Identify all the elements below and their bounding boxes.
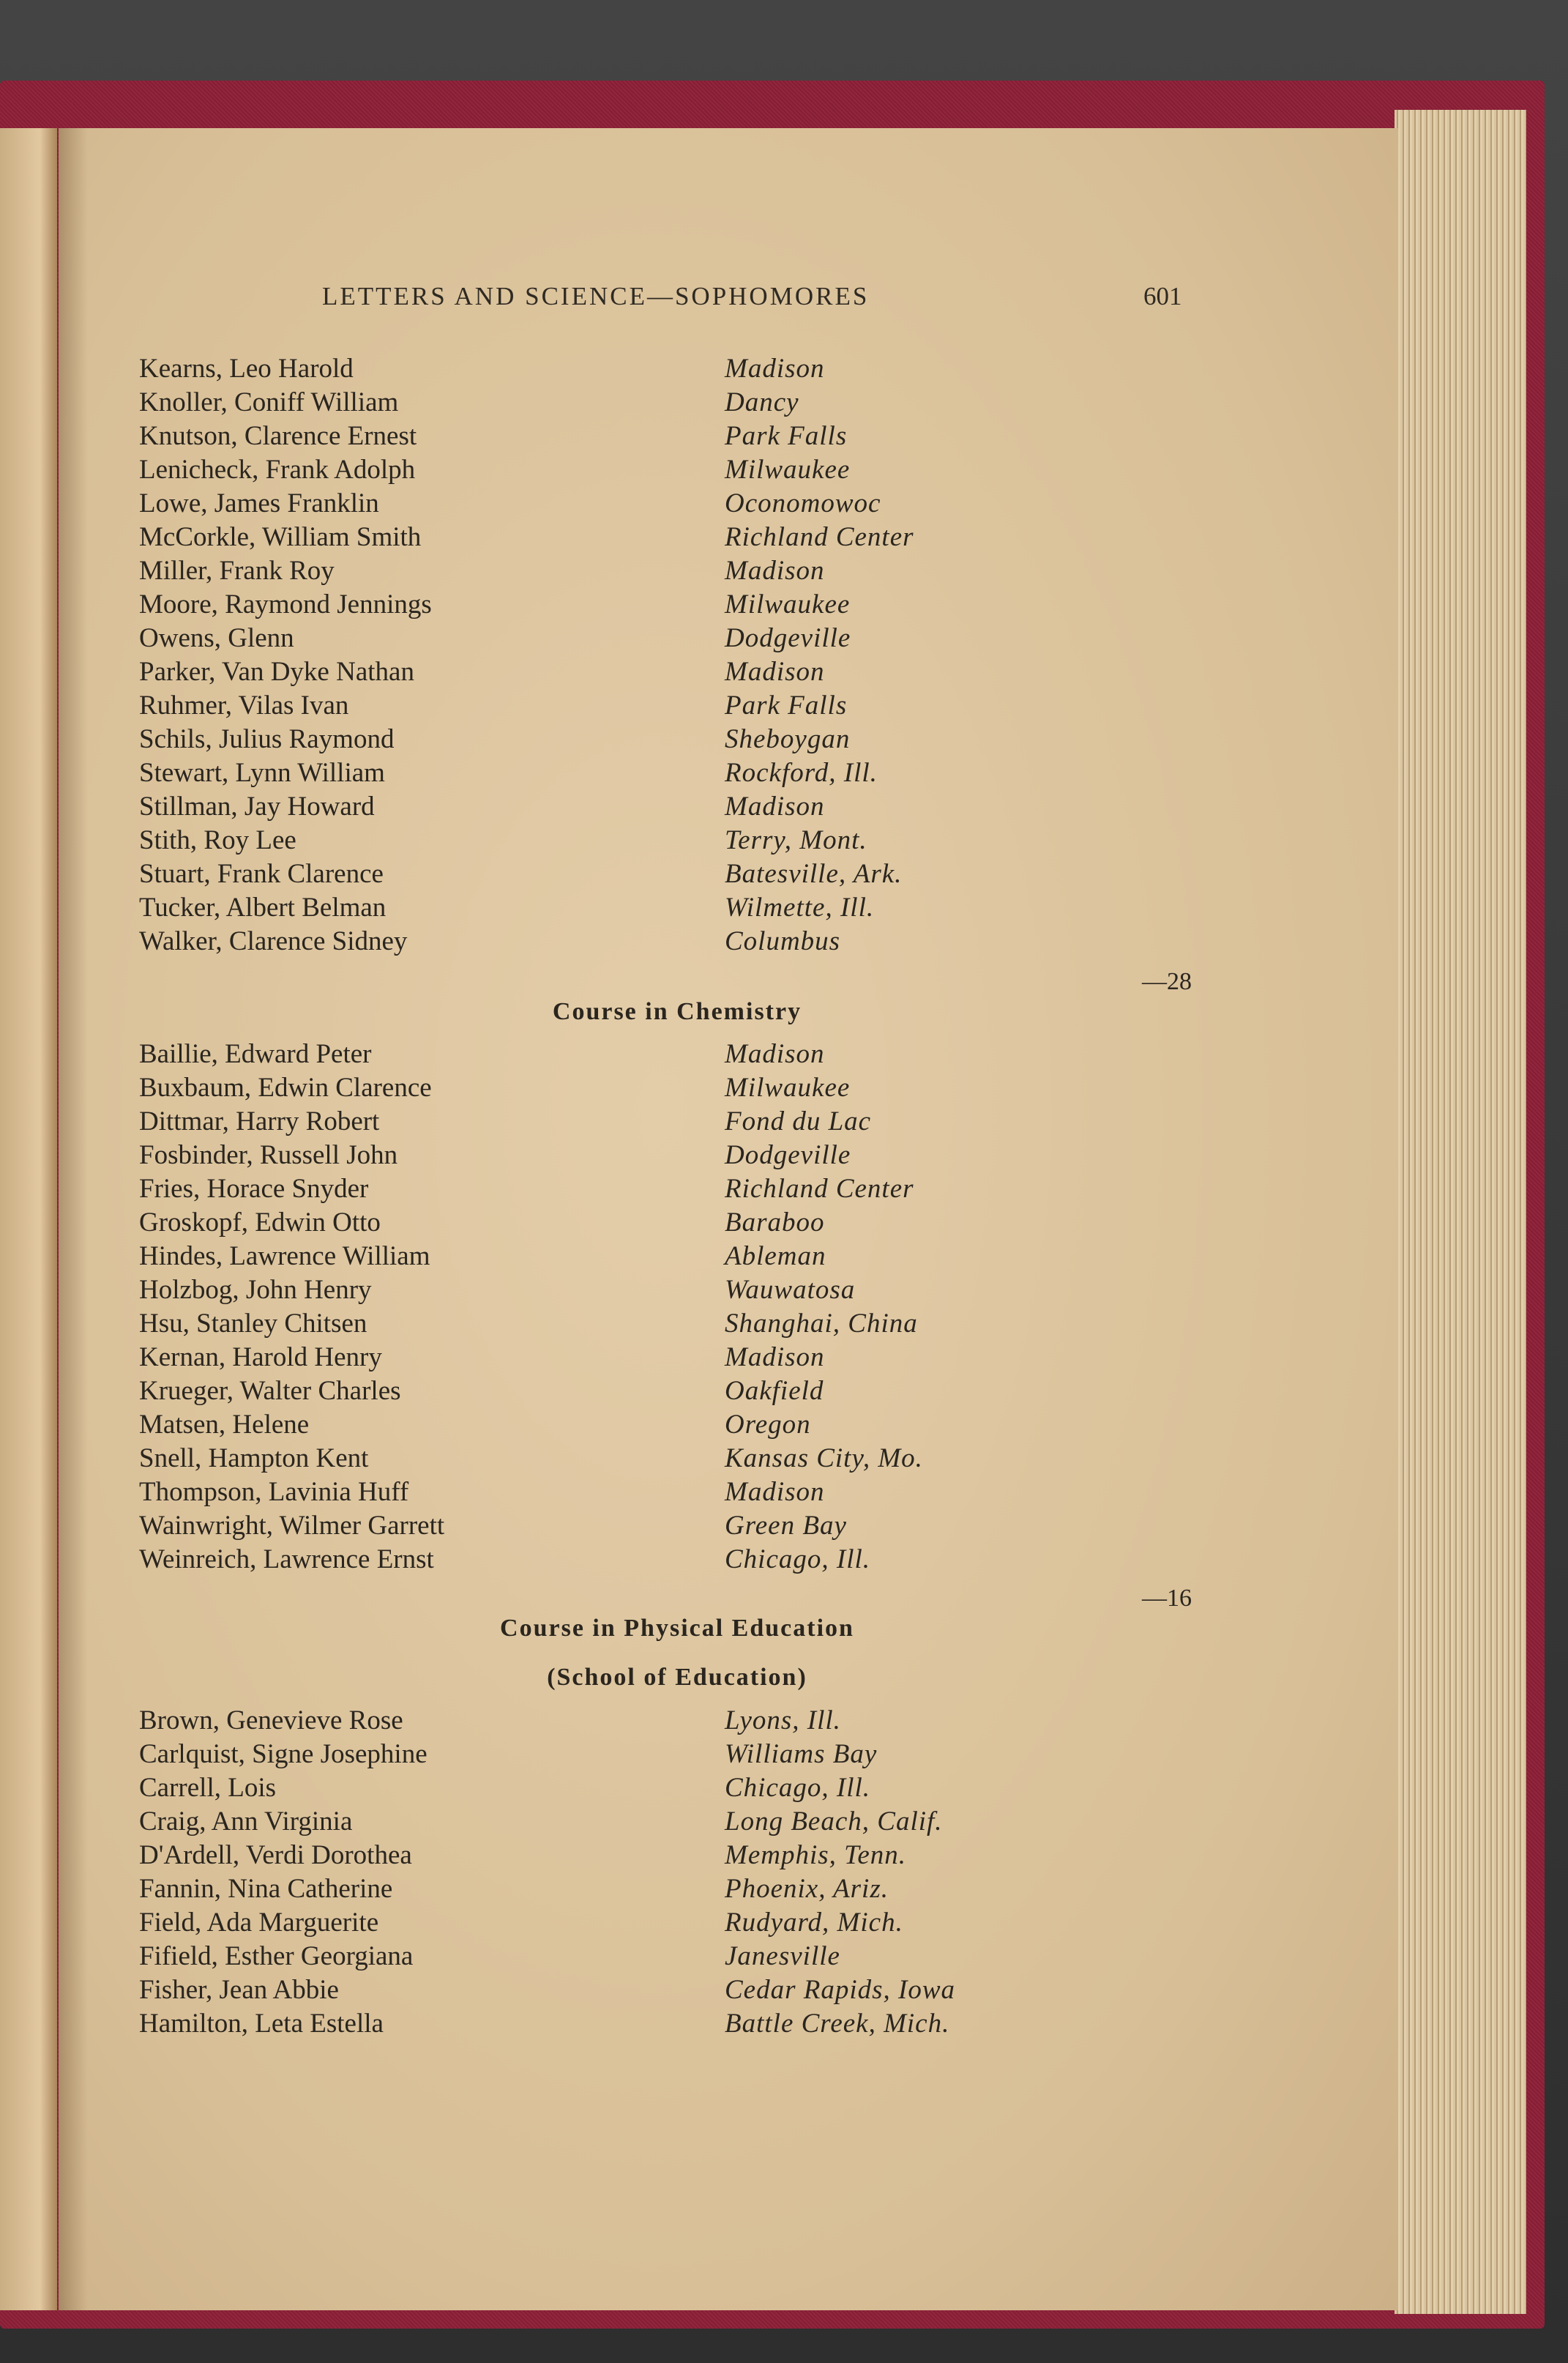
list-item	[139, 1974, 1091, 2008]
student-hometown: Janesville	[725, 1941, 840, 1971]
student-name: Kernan, Harold Henry	[139, 1342, 382, 1372]
student-name: Kearns, Leo Harold	[139, 354, 354, 384]
student-name: Holzbog, John Henry	[139, 1275, 372, 1305]
student-hometown: Memphis, Tenn.	[725, 1840, 906, 1870]
list-item	[139, 1409, 1091, 1443]
list-item	[139, 2008, 1091, 2042]
list-item	[139, 757, 1091, 791]
student-name: Fisher, Jean Abbie	[139, 1975, 339, 2005]
student-hometown: Batesville, Ark.	[725, 859, 903, 889]
list-item	[139, 589, 1091, 622]
student-name: Field, Ada Marguerite	[139, 1908, 379, 1938]
list-item	[139, 656, 1091, 690]
student-name: Carrell, Lois	[139, 1773, 277, 1803]
list-item	[139, 420, 1091, 454]
list-item	[139, 791, 1091, 825]
list-item	[139, 521, 1091, 555]
section-heading: Course in Chemistry	[552, 998, 802, 1025]
list-item	[139, 1443, 1091, 1476]
running-head: LETTERS AND SCIENCE—SOPHOMORES	[322, 282, 870, 310]
student-hometown: Madison	[725, 792, 825, 822]
student-name: Schils, Julius Raymond	[139, 724, 395, 754]
student-hometown: Rockford, Ill.	[725, 758, 878, 788]
student-name: Fannin, Nina Catherine	[139, 1874, 393, 1904]
student-hometown: Oregon	[725, 1410, 811, 1440]
student-hometown: Terry, Mont.	[725, 825, 867, 855]
student-name: Parker, Van Dyke Nathan	[139, 657, 414, 687]
page-edges	[1395, 110, 1526, 2314]
student-name: Fifield, Esther Georgiana	[139, 1941, 414, 1971]
student-hometown: Dancy	[725, 387, 799, 417]
student-hometown: Rudyard, Mich.	[725, 1908, 903, 1938]
list-item	[139, 1476, 1091, 1510]
list-item	[139, 1207, 1091, 1240]
list-item	[139, 1240, 1091, 1274]
student-name: Walker, Clarence Sidney	[139, 926, 408, 956]
student-name: Tucker, Albert Belman	[139, 893, 387, 923]
student-hometown: Chicago, Ill.	[725, 1544, 871, 1574]
student-name: Baillie, Edward Peter	[139, 1039, 372, 1069]
list-item	[139, 387, 1091, 420]
student-hometown: Richland Center	[725, 1174, 914, 1204]
list-item	[139, 858, 1091, 892]
list-item	[139, 1907, 1091, 1940]
student-name: Snell, Hampton Kent	[139, 1443, 369, 1473]
list-item	[139, 1072, 1091, 1106]
student-name: Miller, Frank Roy	[139, 556, 335, 586]
student-name: Thompson, Lavinia Huff	[139, 1477, 409, 1507]
student-name: Hamilton, Leta Estella	[139, 2009, 384, 2039]
list-item	[139, 723, 1091, 757]
student-hometown: Richland Center	[725, 522, 914, 552]
student-name: Knoller, Coniff William	[139, 387, 399, 417]
list-item	[139, 1705, 1091, 1738]
student-hometown: Phoenix, Ariz.	[725, 1874, 889, 1904]
section-subheading: (School of Education)	[547, 1664, 807, 1691]
student-hometown: Madison	[725, 1342, 825, 1372]
student-hometown: Baraboo	[725, 1207, 825, 1238]
facing-page-edge	[0, 128, 57, 2310]
list-item	[139, 1375, 1091, 1409]
section-count: —28	[1142, 968, 1192, 995]
list-item	[139, 1839, 1091, 1873]
student-hometown: Madison	[725, 657, 825, 687]
student-name: D'Ardell, Verdi Dorothea	[139, 1840, 412, 1870]
list-item	[139, 1038, 1091, 1072]
student-hometown: Dodgeville	[725, 1140, 851, 1170]
student-hometown: Madison	[725, 1039, 825, 1069]
student-name: Hindes, Lawrence William	[139, 1241, 430, 1271]
list-item	[139, 926, 1091, 959]
list-item	[139, 353, 1091, 387]
student-hometown: Madison	[725, 556, 825, 586]
section-count: —16	[1142, 1585, 1192, 1612]
student-hometown: Madison	[725, 354, 825, 384]
student-name: Carlquist, Signe Josephine	[139, 1739, 428, 1769]
student-hometown: Milwaukee	[725, 589, 851, 619]
student-hometown: Oakfield	[725, 1376, 824, 1406]
student-name: Stewart, Lynn William	[139, 758, 385, 788]
student-hometown: Wilmette, Ill.	[725, 893, 875, 923]
student-name: Craig, Ann Virginia	[139, 1806, 353, 1837]
student-name: Knutson, Clarence Ernest	[139, 421, 417, 451]
student-hometown: Wauwatosa	[725, 1275, 856, 1305]
list-item	[139, 1308, 1091, 1341]
student-hometown: Ableman	[725, 1241, 826, 1271]
section-heading: Course in Physical Education	[500, 1615, 854, 1642]
student-hometown: Oconomowoc	[725, 488, 881, 518]
list-item	[139, 488, 1091, 521]
student-hometown: Shanghai, China	[725, 1309, 918, 1339]
list-item	[139, 1738, 1091, 1772]
student-name: Hsu, Stanley Chitsen	[139, 1309, 367, 1339]
student-name: Lenicheck, Frank Adolph	[139, 455, 416, 485]
student-hometown: Milwaukee	[725, 455, 851, 485]
list-item	[139, 1341, 1091, 1375]
list-item	[139, 1940, 1091, 1974]
student-name: Ruhmer, Vilas Ivan	[139, 691, 349, 721]
list-item	[139, 1772, 1091, 1806]
student-hometown: Williams Bay	[725, 1739, 878, 1769]
student-name: Fries, Horace Snyder	[139, 1174, 369, 1204]
student-name: Groskopf, Edwin Otto	[139, 1207, 381, 1238]
student-hometown: Madison	[725, 1477, 825, 1507]
list-item	[139, 1106, 1091, 1139]
student-name: Brown, Genevieve Rose	[139, 1705, 403, 1735]
student-name: Fosbinder, Russell John	[139, 1140, 398, 1170]
student-name: Lowe, James Franklin	[139, 488, 379, 518]
student-name: Matsen, Helene	[139, 1410, 310, 1440]
student-hometown: Park Falls	[725, 691, 848, 721]
list-item	[139, 1274, 1091, 1308]
student-name: Dittmar, Harry Robert	[139, 1106, 380, 1136]
student-name: Wainwright, Wilmer Garrett	[139, 1511, 445, 1541]
student-hometown: Columbus	[725, 926, 841, 956]
student-name: Moore, Raymond Jennings	[139, 589, 432, 619]
list-item	[139, 1806, 1091, 1839]
list-item	[139, 825, 1091, 858]
student-name: Stuart, Frank Clarence	[139, 859, 384, 889]
student-hometown: Lyons, Ill.	[725, 1705, 841, 1735]
student-name: Stillman, Jay Howard	[139, 792, 375, 822]
student-hometown: Battle Creek, Mich.	[725, 2009, 950, 2039]
list-item	[139, 1173, 1091, 1207]
list-item	[139, 1510, 1091, 1544]
list-item	[139, 892, 1091, 926]
list-item	[139, 555, 1091, 589]
student-hometown: Kansas City, Mo.	[725, 1443, 923, 1473]
list-item	[139, 1139, 1091, 1173]
list-item	[139, 1873, 1091, 1907]
student-name: Stith, Roy Lee	[139, 825, 296, 855]
student-hometown: Milwaukee	[725, 1073, 851, 1103]
page-number: 601	[1143, 282, 1182, 310]
student-name: Krueger, Walter Charles	[139, 1376, 401, 1406]
student-hometown: Fond du Lac	[725, 1106, 872, 1136]
student-hometown: Sheboygan	[725, 724, 851, 754]
student-hometown: Dodgeville	[725, 623, 851, 653]
student-name: Weinreich, Lawrence Ernst	[139, 1544, 434, 1574]
student-name: Owens, Glenn	[139, 623, 294, 653]
list-item	[139, 454, 1091, 488]
student-hometown: Chicago, Ill.	[725, 1773, 871, 1803]
list-item	[139, 690, 1091, 723]
student-hometown: Park Falls	[725, 421, 848, 451]
list-item	[139, 1544, 1091, 1577]
student-name: McCorkle, William Smith	[139, 522, 422, 552]
page-gutter-shadow	[59, 128, 88, 2310]
student-hometown: Long Beach, Calif.	[725, 1806, 943, 1837]
student-name: Buxbaum, Edwin Clarence	[139, 1073, 432, 1103]
student-hometown: Cedar Rapids, Iowa	[725, 1975, 956, 2005]
list-item	[139, 622, 1091, 656]
student-hometown: Green Bay	[725, 1511, 847, 1541]
